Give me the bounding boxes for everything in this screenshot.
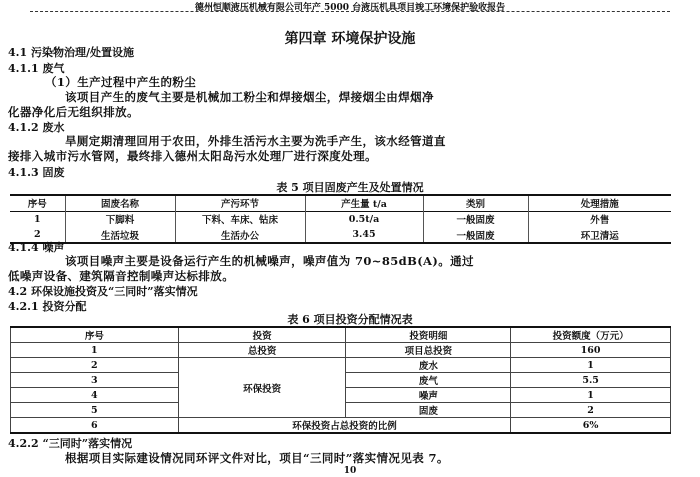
table-cell: 生活垃圾 [65, 227, 175, 243]
header-cell: 投资明细 [346, 327, 511, 343]
table-row [10, 227, 671, 243]
table-row [11, 343, 671, 358]
table5-caption: 表 5 项目固废产生及处置情况 [276, 181, 424, 194]
header-cell: 产污环节 [175, 195, 305, 211]
table-cell: 生活办公 [175, 227, 305, 243]
section-4-1-heading: 4.1 污染物治理/处置设施 [8, 46, 134, 59]
table-cell: 总投资 [178, 343, 346, 358]
paragraph-final: 根据项目实际建设情况同环评文件对比，项目“三同时”落实情况见表 7。 [65, 451, 449, 465]
header-cell: 类别 [423, 195, 528, 211]
paragraph-water-line2: 接排入城市污水管网，最终排入德州太阳岛污水处理厂进行深度处理。 [8, 149, 377, 163]
table-cell: 5 [11, 403, 179, 418]
table-row [11, 358, 671, 373]
table-cell: 下料、车床、钻床 [175, 211, 305, 227]
table-cell: 6% [511, 418, 671, 434]
header-cell: 处理措施 [528, 195, 671, 211]
table-cell: 2 [33, 229, 41, 240]
header-cell: 投资额度（万元） [511, 327, 671, 343]
table-cell: 0.5t/a [305, 211, 423, 227]
table-cell: 3 [11, 373, 179, 388]
header-cell: 产生量 t/a [305, 195, 423, 211]
table-cell: 项目总投资 [346, 343, 511, 358]
paragraph-water-line1: 旱厕定期清理回用于农田，外排生活污水主要为洗手产生，该水经管道直 [65, 134, 446, 148]
table-header-row [10, 195, 671, 211]
table-cell: 5.5 [511, 373, 671, 388]
table-cell: 1 [511, 388, 671, 403]
paragraph-gas-line2: 化器净化后无组织排放。 [8, 105, 139, 119]
table-cell: 160 [511, 343, 671, 358]
table-cell: 2 [511, 403, 671, 418]
table-cell: 1 [33, 213, 41, 225]
section-4-2-1-heading: 4.2.1 投资分配 [8, 300, 87, 313]
table-row [11, 418, 671, 434]
header-divider [30, 11, 670, 12]
table-row [10, 211, 671, 227]
table-cell: 废气 [346, 373, 511, 388]
table-cell: 下脚料 [65, 211, 175, 227]
page-number: 10 [343, 466, 357, 476]
table-cell: 1 [511, 358, 671, 373]
paragraph-noise-line2: 低噪声设备、建筑隔音控制噪声达标排放。 [8, 269, 235, 283]
section-4-1-1-heading: 4.1.1 废气 [8, 62, 65, 75]
section-4-1-2-heading: 4.1.2 废水 [8, 121, 65, 134]
section-4-2-2-heading: 4.2.2 “三同时”落实情况 [8, 437, 133, 450]
section-4-1-4-heading: 4.1.4 噪声 [8, 241, 65, 254]
table-cell: 外售 [528, 211, 671, 227]
section-4-1-3-heading: 4.1.3 固废 [8, 166, 65, 179]
chapter-title: 第四章 环境保护设施 [284, 31, 416, 47]
table-cell-merged: 环保投资占总投资的比例 [178, 418, 510, 434]
table-cell: 一般固废 [423, 227, 528, 243]
paragraph-noise-line1: 该项目噪声主要是设备运行产生的机械噪声，噪声值为 70~85dB(A)。通过 [65, 254, 474, 268]
section-4-2-heading: 4.2 环保设施投资及“三同时”落实情况 [8, 285, 198, 298]
header-cell: 固废名称 [65, 195, 175, 211]
table-cell-merged: 环保投资 [178, 358, 346, 418]
table-header-row [11, 327, 671, 343]
table-cell: 2 [11, 358, 179, 373]
page-header: 德州恒顺液压机械有限公司年产 5000 台液压机具项目竣工环境保护验收报告 [194, 3, 506, 13]
table-cell: 6 [11, 418, 179, 434]
table-cell: 3.45 [305, 227, 423, 243]
table-cell: 1 [11, 343, 179, 358]
table-cell: 一般固废 [423, 211, 528, 227]
table-cell: 噪声 [346, 388, 511, 403]
header-cell: 序号 [11, 327, 179, 343]
investment-table [10, 326, 671, 434]
table-cell: 4 [11, 388, 179, 403]
subheading-dust: （1）生产过程中产生的粉尘 [45, 75, 197, 89]
header-cell: 投资 [178, 327, 346, 343]
table-cell: 环卫清运 [528, 227, 671, 243]
solid-waste-table [10, 194, 671, 244]
table-cell: 废水 [346, 358, 511, 373]
paragraph-gas-line1: 该项目产生的废气主要是机械加工粉尘和焊接烟尘，焊接烟尘由焊烟净 [65, 90, 434, 104]
header-cell: 序号 [27, 199, 47, 211]
table-cell: 固废 [346, 403, 511, 418]
table6-caption: 表 6 项目投资分配情况表 [287, 313, 413, 326]
